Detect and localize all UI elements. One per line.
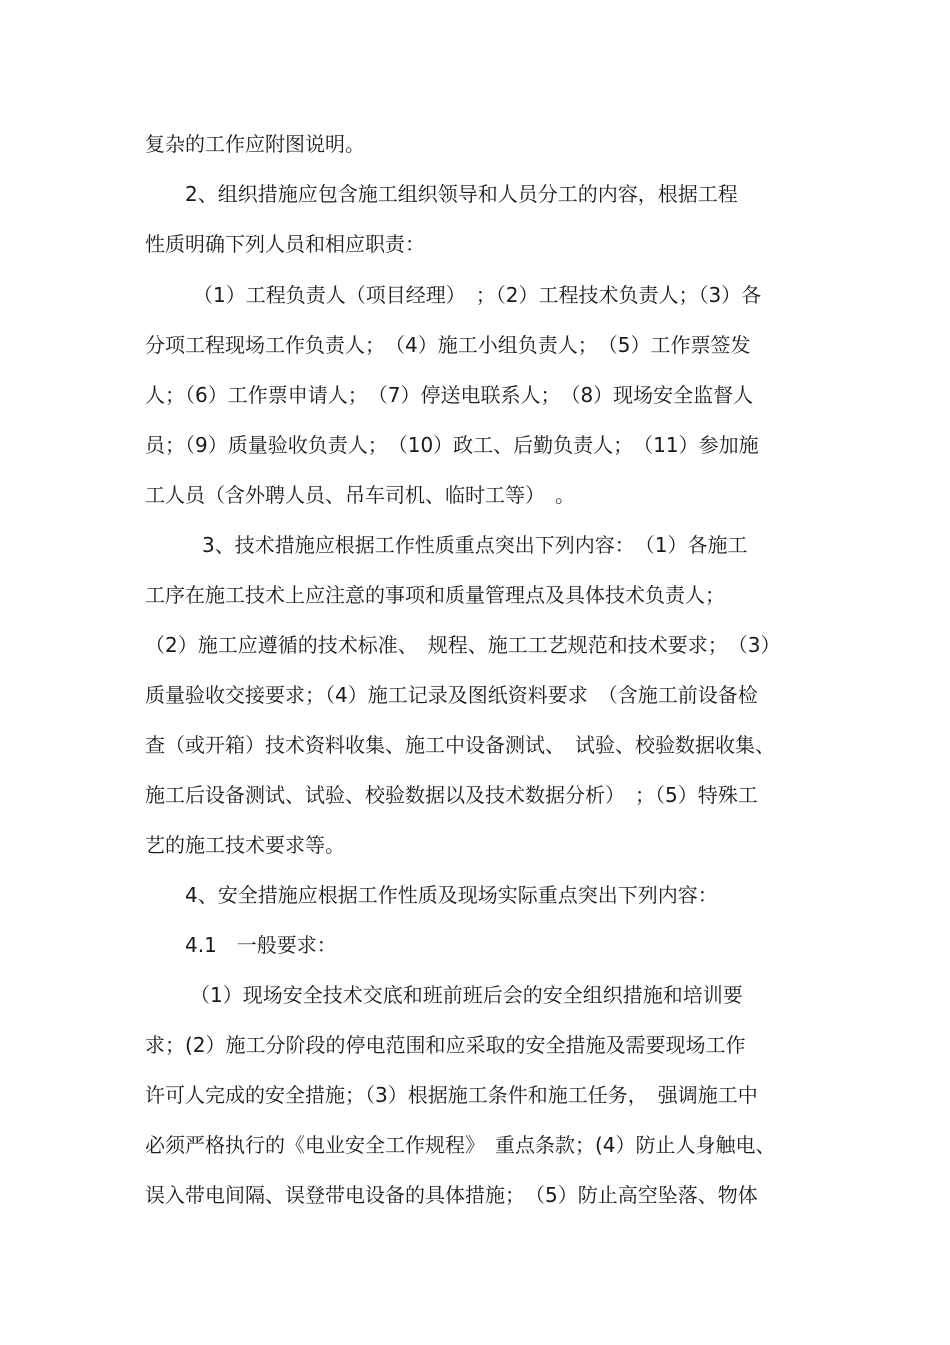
text-line-20: 许可人完成的安全措施；（3）根据施工条件和施工任务， 强调施工中 (145, 1083, 758, 1107)
text-line-16: 4、安全措施应根据工作性质及现场实际重点突出下列内容： (185, 883, 718, 907)
text-line-10: 工序在施工技术上应注意的事项和质量管理点及具体技术负责人； (145, 583, 725, 607)
text-line-7: 员；（9）质量验收负责人； （10）政工、后勤负责人； （11）参加施 (145, 433, 759, 457)
text-line-17: 4.1 一般要求： (185, 933, 337, 957)
text-line-1: 复杂的工作应附图说明。 (145, 132, 365, 156)
text-line-18: （1）现场安全技术交底和班前班后会的安全组织措施和培训要 (190, 983, 743, 1007)
text-line-19: 求；(2）施工分阶段的停电范围和应采取的安全措施及需要现场工作 (145, 1033, 746, 1057)
text-line-3: 性质明确下列人员和相应职责： (145, 232, 425, 256)
text-line-8: 工人员（含外聘人员、吊车司机、临时工等） 。 (145, 483, 575, 507)
text-line-9: 3、技术措施应根据工作性质重点突出下列内容： （1）各施工 (202, 533, 748, 557)
text-line-15: 艺的施工技术要求等。 (145, 833, 345, 857)
text-line-22: 误入带电间隔、误登带电设备的具体措施； （5）防止高空坠落、物体 (145, 1183, 758, 1207)
text-line-14: 施工后设备测试、试验、校验数据以及技术数据分析） ；（5）特殊工 (145, 783, 758, 807)
text-line-11: （2）施工应遵循的技术标准、 规程、施工工艺规范和技术要求； （3） (145, 633, 781, 657)
text-line-13: 查（或开箱）技术资料收集、施工中设备测试、 试验、校验数据收集、 (145, 733, 775, 757)
text-line-2: 2、组织措施应包含施工组织领导和人员分工的内容，根据工程 (185, 182, 738, 206)
text-line-4: （1）工程负责人（项目经理） ；（2）工程技术负责人；（3）各 (193, 283, 762, 307)
text-line-5: 分项工程现场工作负责人； （4）施工小组负责人； （5）工作票签发 (145, 333, 751, 357)
text-line-6: 人；（6）工作票申请人； （7）停送电联系人； （8）现场安全监督人 (145, 383, 754, 407)
text-line-21: 必须严格执行的《电业安全工作规程》 重点条款；(4）防止人身触电、 (145, 1133, 776, 1157)
text-line-12: 质量验收交接要求；（4）施工记录及图纸资料要求 （含施工前设备检 (145, 683, 758, 707)
